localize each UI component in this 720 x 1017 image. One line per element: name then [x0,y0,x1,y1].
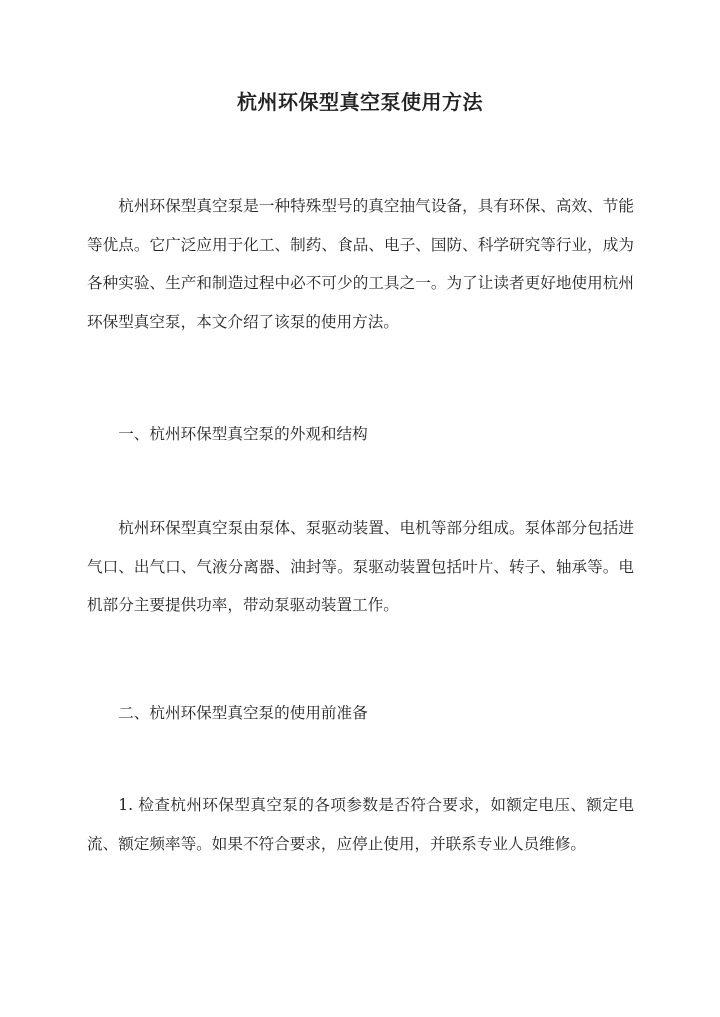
section2-item1-paragraph: 1. 检查杭州环保型真空泵的各项参数是否符合要求，如额定电压、额定电流、额定频率等。如果不符合要求，应停止使用，并联系专业人员维修。 [87,796,634,853]
section1-paragraph: 杭州环保型真空泵由泵体、泵驱动装置、电机等部分组成。泵体部分包括进气口、出气口、气液分离器、油封等。泵驱动装置包括叶片、转子、轴承等。电机部分主要提供功率，带动泵驱动装置工作。 [87,519,634,614]
intro-paragraph: 杭州环保型真空泵是一种特殊型号的真空抽气设备，具有环保、高效、节能等优点。它广泛应用于化工、制药、食品、电子、国防、科学研究等行业，成为各种实验、生产和制造过程中必不可少的工具之一。为了让读者更好地使用杭州环保型真空泵，本文介绍了该泵的使用方法。 [87,197,634,331]
section1-heading: 一、杭州环保型真空泵的外观和结构 [118,425,368,443]
document-title: 杭州环保型真空泵使用方法 [237,90,483,114]
section2-heading: 二、杭州环保型真空泵的使用前准备 [118,704,368,722]
